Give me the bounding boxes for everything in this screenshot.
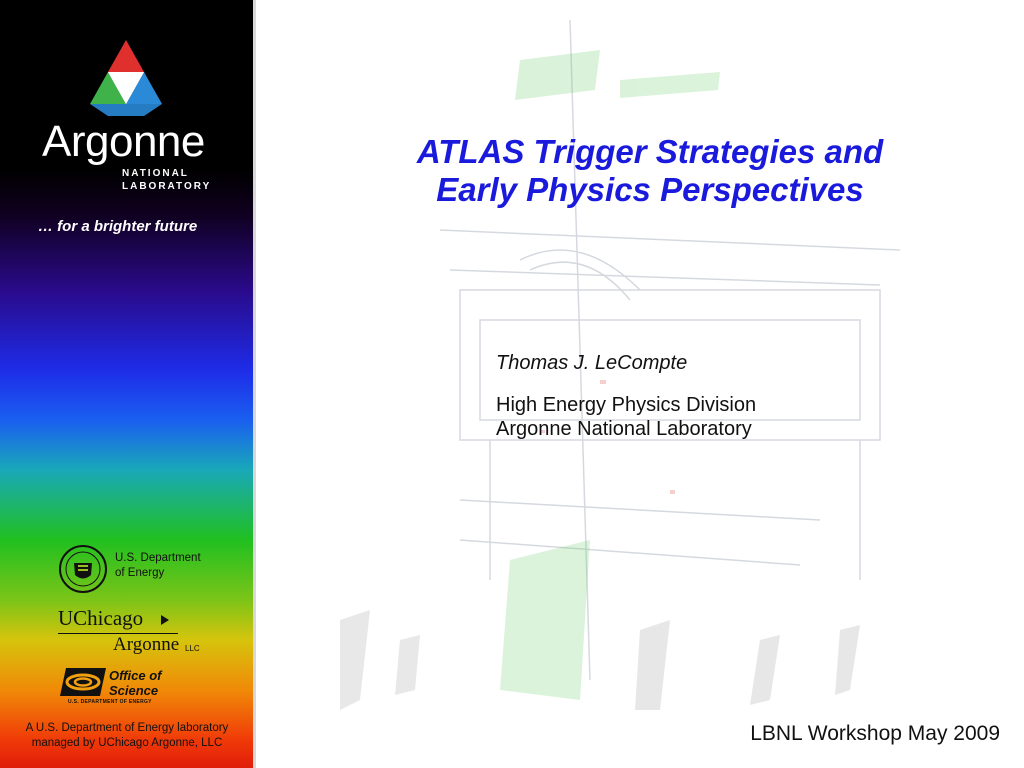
slide-title: [360, 133, 940, 209]
affiliation-line-2: Argonne National Laboratory: [496, 418, 752, 440]
oos-line-1: Office of: [109, 668, 162, 683]
uchicago-arrow-icon: [161, 615, 169, 625]
affiliation-line-1: High Energy Physics Division: [496, 394, 757, 416]
title-line-2: Early Physics Perspectives: [436, 171, 864, 208]
doe-line-1: U.S. Department: [115, 552, 201, 564]
title-line-1: ATLAS Trigger Strategies and: [416, 133, 884, 170]
uchicago-llc: LLC: [185, 644, 200, 653]
brand-subtitle: [122, 167, 211, 193]
sidebar-footnote: [0, 721, 254, 751]
author-name: Thomas J. LeCompte: [496, 352, 688, 374]
argonne-triangle-logo: [80, 38, 172, 118]
doe-seal-icon: [58, 544, 108, 594]
footnote-line-1: A U.S. Department of Energy laboratory: [25, 722, 229, 734]
office-of-science-text: [109, 668, 162, 698]
uchicago-argonne-text: Argonne: [113, 634, 180, 655]
author-affiliation: [496, 393, 756, 441]
brand-sub-laboratory: LABORATORY: [122, 181, 212, 192]
brand-sub-national: NATIONAL: [122, 168, 189, 179]
doe-text: [115, 551, 201, 581]
brand-name: Argonne: [42, 117, 205, 166]
tagline: … for a brighter future: [38, 218, 198, 235]
slide-footer: LBNL Workshop May 2009: [750, 722, 1000, 745]
sidebar-divider: [253, 0, 256, 768]
uchicago-argonne-logo: [58, 606, 208, 655]
footnote-line-2: managed by UChicago Argonne, LLC: [31, 737, 223, 749]
oos-subtitle: U.S. DEPARTMENT OF ENERGY: [68, 699, 152, 705]
uchicago-text: UChicago: [58, 606, 144, 630]
oos-line-2: Science: [109, 683, 159, 698]
doe-line-2: of Energy: [115, 567, 165, 579]
office-of-science-icon: [60, 668, 106, 696]
